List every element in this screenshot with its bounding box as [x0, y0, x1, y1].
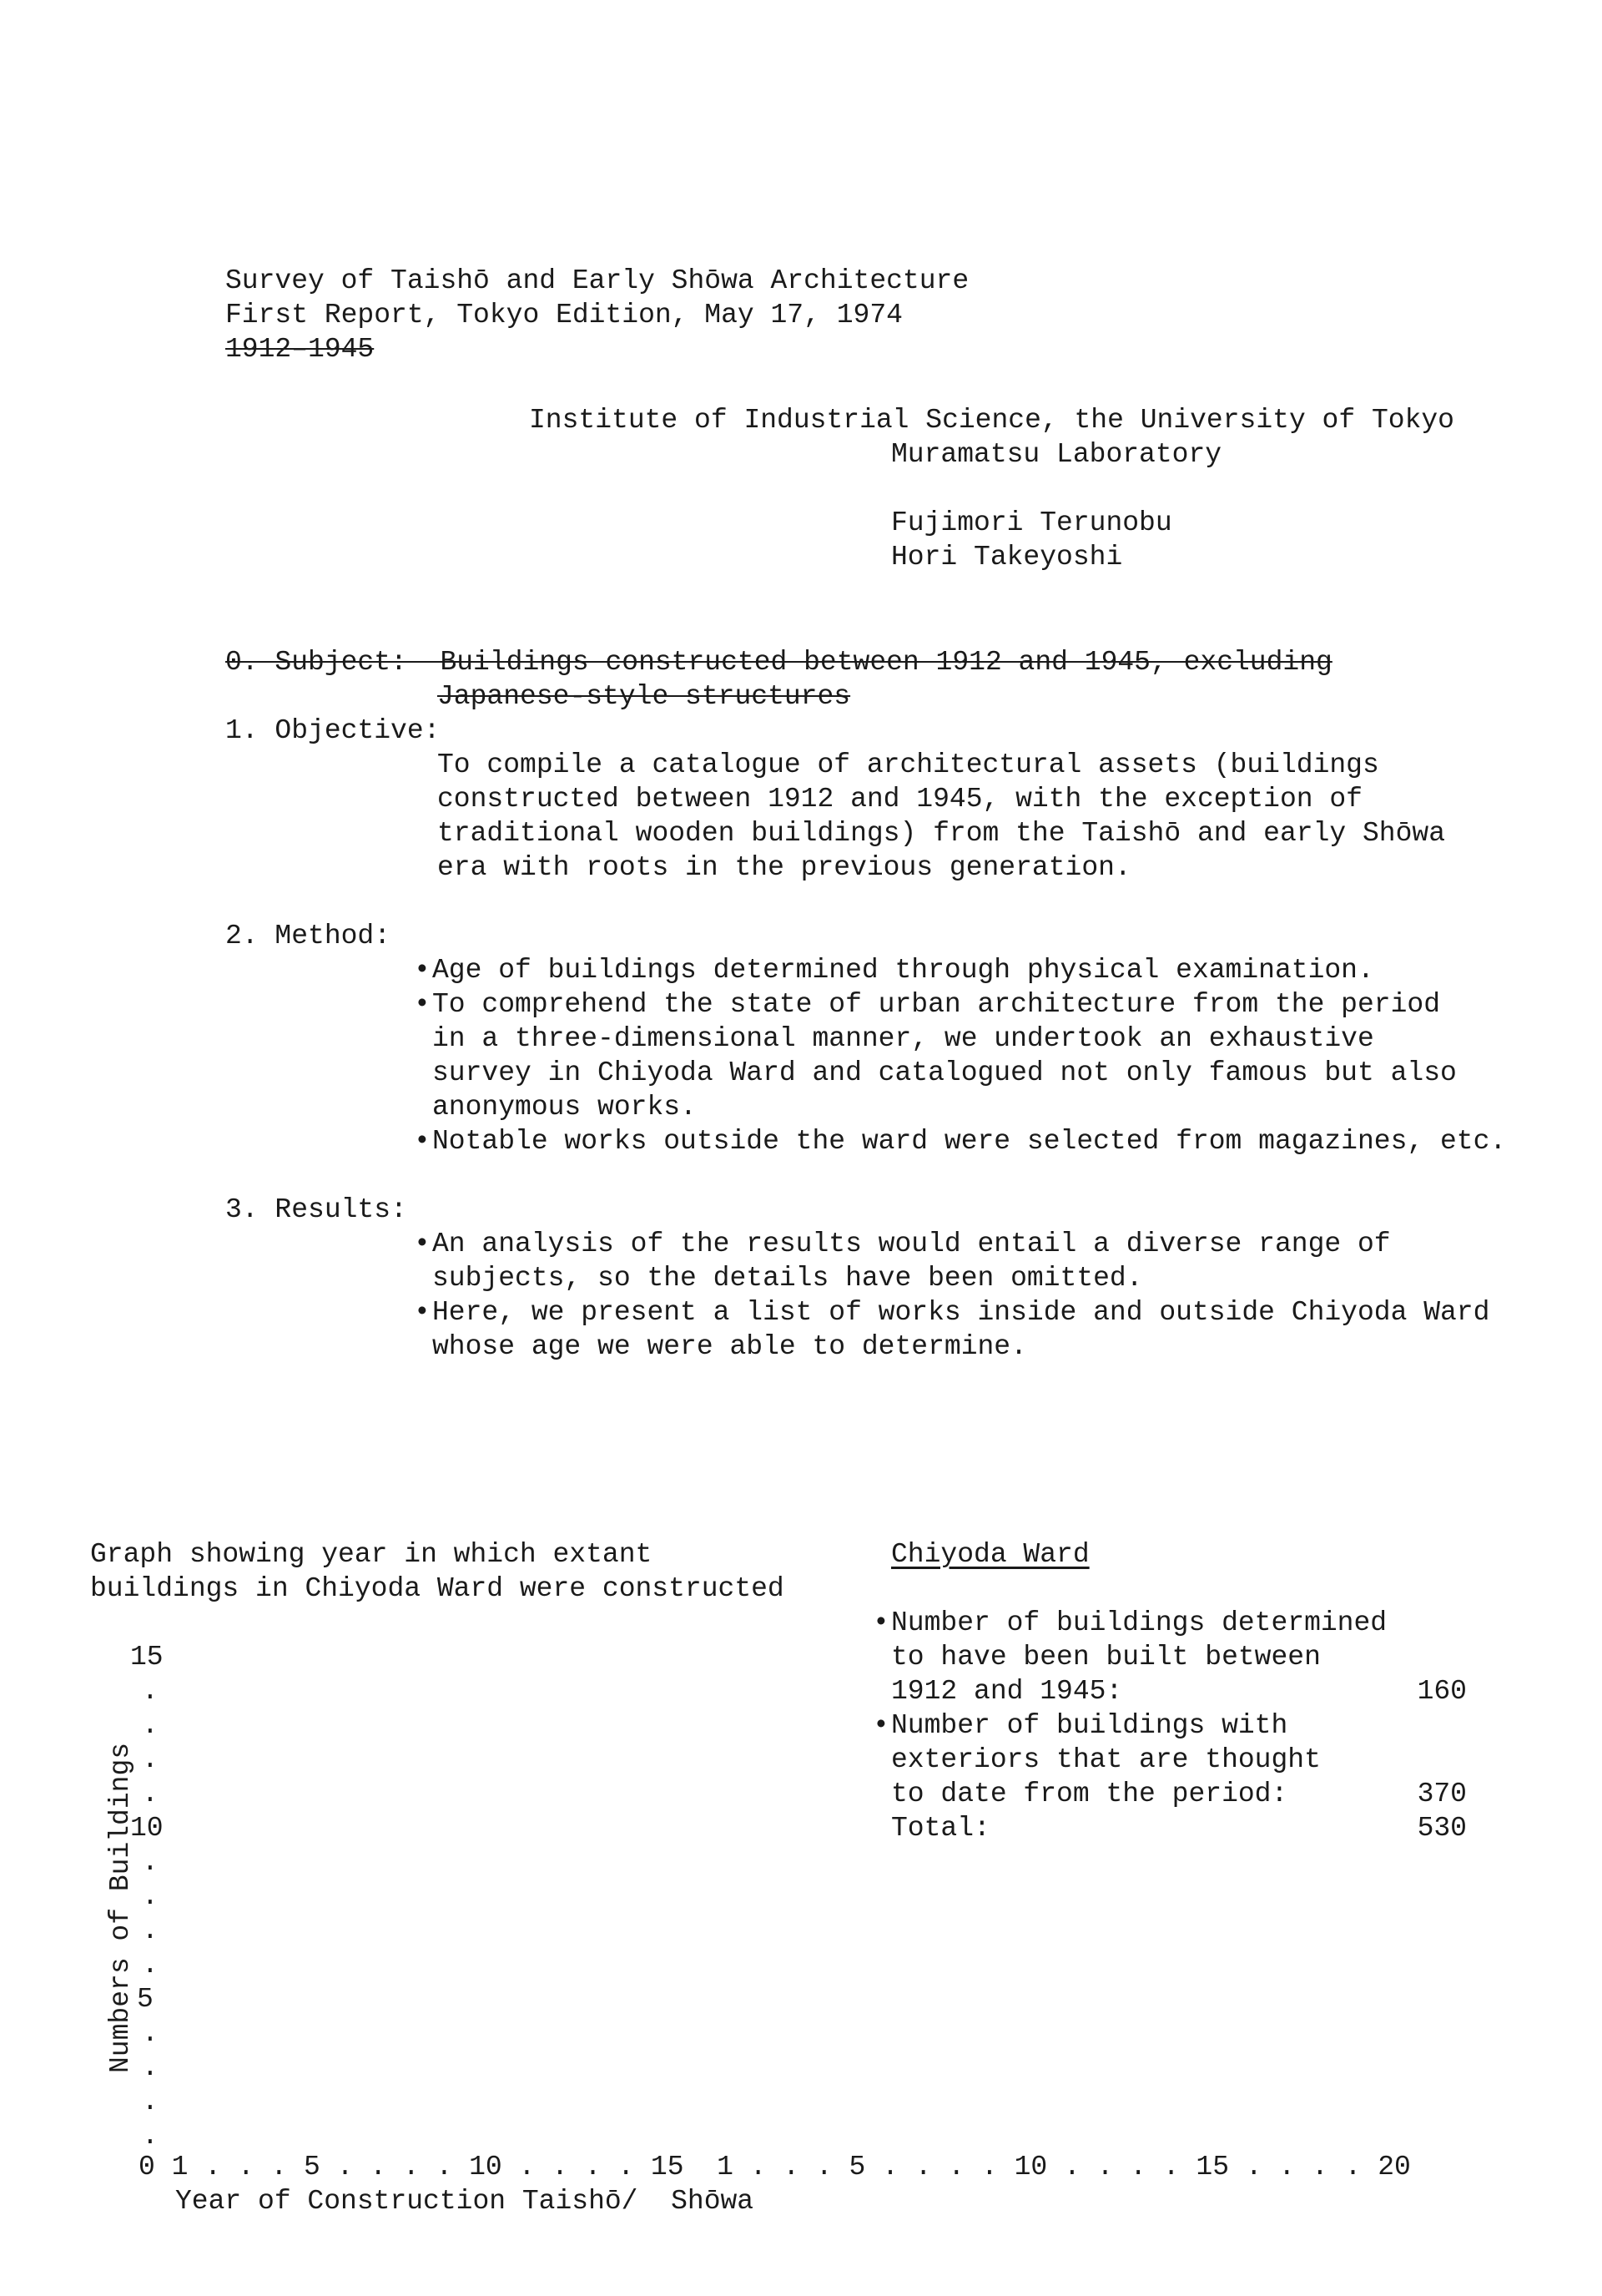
objective-text [437, 748, 1445, 885]
bullet-line: Age of buildings determined through physical examination. [432, 955, 1374, 986]
bullet-line: anonymous works. [432, 1092, 697, 1123]
stat-exteriors [873, 1708, 1467, 1811]
total-value: 530 [1417, 1813, 1467, 1844]
objective-line: To compile a catalogue of architectural assets (buildings [437, 749, 1379, 780]
bullet-line: whose age we were able to determine. [432, 1331, 1027, 1362]
stat-line: to date from the period: [891, 1779, 1288, 1809]
report-subtitle: First Report, Tokyo Edition, May 17, 1974 [225, 300, 903, 331]
y-axis-dot: . [142, 1881, 159, 1912]
y-axis-dot: . [142, 1779, 159, 1809]
y-axis-dot: . [142, 1710, 159, 1741]
laboratory-name: Muramatsu Laboratory [891, 439, 1222, 470]
y-tick-label: 10 [130, 1813, 164, 1844]
stat-line: Number of buildings determined [891, 1607, 1388, 1638]
bullet-dot: • [414, 1126, 431, 1157]
objective-line: era with roots in the previous generation. [437, 852, 1131, 883]
bullet-line: Here, we present a list of works inside and outside Chiyoda Ward [432, 1297, 1490, 1328]
bullet-line: To comprehend the state of urban architecture from the period [432, 989, 1440, 1020]
report-title: Survey of Taishō and Early Shōwa Architecture [225, 265, 970, 296]
stat-line: Number of buildings with [891, 1710, 1288, 1741]
y-axis-dot: . [142, 1950, 159, 1981]
y-axis-dot: . [142, 1847, 159, 1878]
stat-determined [873, 1606, 1467, 1708]
institute-name: Institute of Industrial Science, the University of Tokyo [529, 405, 1454, 436]
method-bullet [414, 1124, 1507, 1158]
objective-heading: 1. Objective: [225, 715, 441, 746]
y-axis-scale [130, 1640, 180, 2153]
bullet-line: in a three-dimensional manner, we undertook an exhaustive [432, 1023, 1374, 1054]
method-bullet [414, 987, 1457, 1124]
graph-caption: buildings in Chiyoda Ward were constructed [90, 1573, 784, 1604]
y-axis-dot: . [142, 2087, 159, 2117]
bullet-line: An analysis of the results would entail a diverse range of [432, 1229, 1391, 1259]
objective-line: traditional wooden buildings) from the Taishō and early Shōwa [437, 818, 1445, 849]
y-axis-dot: . [142, 2052, 159, 2083]
stat-value: 160 [1417, 1676, 1467, 1707]
stat-line: exteriors that are thought [891, 1744, 1321, 1775]
y-axis-dot: . [142, 2121, 159, 2152]
x-axis-ticks: 0 1 . . . 5 . . . . 10 . . . . 15 1 . . . 5 . . . . 10 . . . . 15 . . . . 20 [139, 2152, 1411, 2182]
stat-line: to have been built between [891, 1642, 1321, 1673]
struck-subject-line: Japanese-style structures [437, 681, 851, 712]
y-tick-label: 15 [130, 1642, 164, 1673]
author-name: Fujimori Terunobu [891, 507, 1172, 538]
y-axis-dot: . [142, 2018, 159, 2049]
bullet-line: survey in Chiyoda Ward and catalogued not only famous but also [432, 1057, 1457, 1088]
stat-total [891, 1811, 1467, 1845]
chiyoda-heading: Chiyoda Ward [891, 1539, 1090, 1570]
bullet-dot: • [414, 1229, 431, 1259]
results-heading: 3. Results: [225, 1194, 407, 1225]
y-axis-dot: . [142, 1915, 159, 1946]
results-bullet [414, 1295, 1490, 1364]
y-axis-dot: . [142, 1676, 159, 1707]
x-axis-label: Year of Construction Taishō/ Shōwa [175, 2186, 754, 2217]
y-tick-label: 5 [137, 1984, 154, 2015]
y-axis-dot: . [142, 1744, 159, 1775]
total-label: Total: [891, 1813, 990, 1844]
graph-caption: Graph showing year in which extant [90, 1539, 652, 1570]
author-name: Hori Takeyoshi [891, 542, 1123, 573]
stat-line: 1912 and 1945: [891, 1676, 1123, 1707]
method-heading: 2. Method: [225, 921, 391, 951]
bullet-dot: • [414, 955, 431, 986]
bullet-line: Notable works outside the ward were selected from magazines, etc. [432, 1126, 1507, 1157]
results-bullet [414, 1227, 1391, 1295]
bullet-dot: • [414, 989, 431, 1020]
bullet-dot: • [873, 1710, 889, 1741]
stat-value: 370 [1417, 1779, 1467, 1809]
bullet-line: subjects, so the details have been omitted. [432, 1263, 1143, 1294]
struck-subject-line: 0. Subject: Buildings constructed between 1912 and 1945, excluding [225, 647, 1332, 678]
objective-line: constructed between 1912 and 1945, with the exception of [437, 784, 1363, 815]
method-bullet [414, 953, 1374, 987]
struck-years: 1912–1945 [225, 334, 375, 365]
bullet-dot: • [873, 1607, 889, 1638]
bullet-dot: • [414, 1297, 431, 1328]
y-axis-label: Numbers of Buildings [105, 1742, 136, 2073]
